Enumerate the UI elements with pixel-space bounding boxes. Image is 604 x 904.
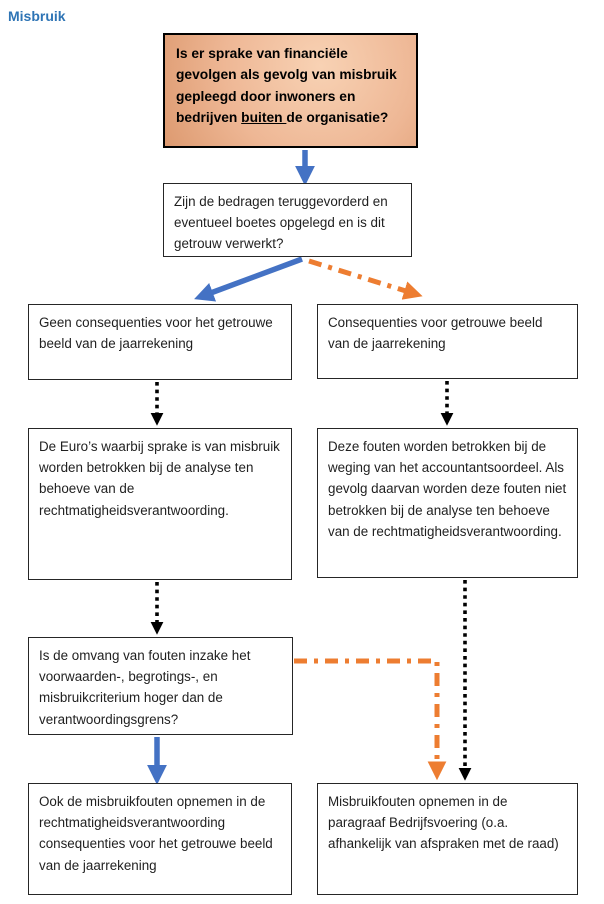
- flow-box-question-threshold: Is de omvang van fouten inzake het voorwaarden-, begrotings-, en misbruikcriterium hoger dan de verantwoordingsgrens?: [28, 637, 293, 735]
- flow-box-include-rechtmatigheid: Ook de misbruikfouten opnemen in de rechtmatigheidsverantwoording consequenties voor het getrouwe beeld van de jaarrekening: [28, 783, 292, 895]
- connector-question-to-no-consequences: [208, 259, 302, 294]
- start-text-before: Is er sprake van financiële gevolgen als gevolg van misbruik gepleegd door inwoners en bedrijven: [176, 46, 397, 126]
- start-text-underlined: buiten: [241, 110, 287, 126]
- connector-threshold-to-bedrijfsvoering: [294, 661, 437, 766]
- flow-box-consequences: Consequenties voor getrouwe beeld van de jaarrekening: [317, 304, 578, 379]
- flow-box-auditor-weighing: Deze fouten worden betrokken bij de weging van het accountantsoordeel. Als gevolg daarvan worden deze fouten niet betrokken bij de analyse ten behoeve van de rechtmatigheidsverantwoording.: [317, 428, 578, 578]
- page-title: Misbruik: [8, 8, 66, 24]
- flow-box-no-consequences: Geen consequenties voor het getrouwe beeld van de jaarrekening: [28, 304, 292, 380]
- flow-box-euros-analysis: De Euro’s waarbij sprake is van misbruik worden betrokken bij de analyse ten behoeve van de rechtmatigheidsverantwoording.: [28, 428, 292, 580]
- connector-question-to-consequences: [309, 261, 409, 292]
- flow-box-question-recovered: Zijn de bedragen teruggevorderd en eventueel boetes opgelegd en is dit getrouw verwerkt?: [163, 183, 412, 257]
- flow-box-include-bedrijfsvoering: Misbruikfouten opnemen in de paragraaf Bedrijfsvoering (o.a. afhankelijk van afspraken met de raad): [317, 783, 578, 895]
- start-text-after: de organisatie?: [286, 110, 389, 126]
- flow-box-start: [163, 33, 418, 148]
